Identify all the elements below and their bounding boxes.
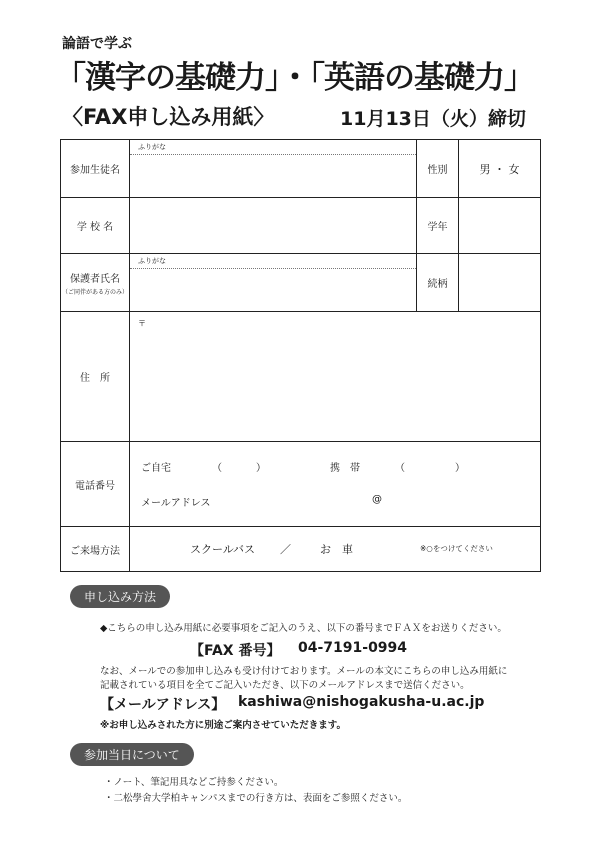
transport-label: ご来場方法 [61, 527, 130, 572]
mobile-phone-label: 携 帯 [330, 463, 360, 474]
event-day-item: ・二松學舍大学柏キャンパスまでの行き方は、表面をご参照ください。 [104, 793, 408, 804]
event-day-heading: 参加当日について [70, 743, 194, 766]
form-title: 〈FAX申し込み用紙〉 [62, 105, 275, 129]
email-note-line1: なお、メールでの参加申し込みも受け付けております。メールの本文にこちらの申し込み用紙に [100, 666, 508, 677]
gender-field[interactable]: 男 ・ 女 [459, 140, 541, 198]
option-school-bus[interactable]: スクールバス [190, 543, 256, 556]
school-field[interactable] [130, 198, 417, 254]
grade-field[interactable] [459, 198, 541, 254]
fax-number: 04-7191-0994 [298, 640, 408, 656]
subtitle: 論語で学ぶ [62, 36, 132, 52]
relation-label: 続柄 [417, 254, 459, 312]
furigana-label: ふりがな [130, 140, 416, 155]
gender-label: 性別 [417, 140, 459, 198]
transport-note: ※○をつけてください [420, 544, 493, 553]
deadline: 11月13日（火）締切 [340, 108, 526, 130]
grade-label: 学年 [417, 198, 459, 254]
address-label: 住 所 [61, 312, 130, 442]
home-phone-label: ご自宅 [141, 463, 171, 474]
guardian-field[interactable] [130, 254, 417, 312]
email-address[interactable]: kashiwa@nishogakusha-u.ac.jp [238, 694, 485, 710]
address-field[interactable] [130, 312, 541, 442]
phone-label: 電話番号 [61, 442, 130, 527]
option-separator: ／ [280, 543, 291, 556]
fax-label: 【FAX 番号】 [190, 643, 281, 659]
school-label: 学 校 名 [61, 198, 130, 254]
follow-up-notice: ※お申し込みされた方に別途ご案内させていただきます。 [100, 720, 346, 731]
furigana-label: ふりがな [130, 254, 416, 269]
page-title: 「漢字の基礎力」・「英語の基礎力」 [55, 60, 534, 96]
guardian-label: 保護者氏名 （ご同伴がある方のみ） [61, 254, 130, 312]
email-label: メールアドレス [141, 498, 211, 509]
student-name-label: 参加生徒名 [61, 140, 130, 198]
transport-field[interactable] [130, 527, 541, 572]
paren-open: （ [212, 463, 222, 474]
at-mark: @ [372, 494, 382, 505]
email-address-label: 【メールアドレス】 [100, 697, 226, 713]
application-instruction: ◆こちらの申し込み用紙に必要事項をご記入のうえ、以下の番号までＦＡＸをお送りください。 [100, 623, 507, 634]
phone-email-field[interactable] [130, 442, 541, 527]
postal-mark: 〒 [138, 319, 146, 328]
application-heading: 申し込み方法 [70, 585, 170, 608]
event-day-item: ・ノート、筆記用具などご持参ください。 [104, 777, 284, 788]
paren-close: ） [256, 463, 266, 474]
paren-open: （ [395, 463, 405, 474]
relation-field[interactable] [459, 254, 541, 312]
email-note-line2: 記載されている項目を全てご記入いただき、以下のメールアドレスまで送信ください。 [100, 680, 470, 691]
guardian-note: （ご同伴がある方のみ） [61, 288, 128, 296]
paren-close: ） [455, 463, 465, 474]
application-form [60, 139, 541, 572]
student-name-field[interactable] [130, 140, 417, 198]
option-car[interactable]: お 車 [320, 543, 353, 556]
